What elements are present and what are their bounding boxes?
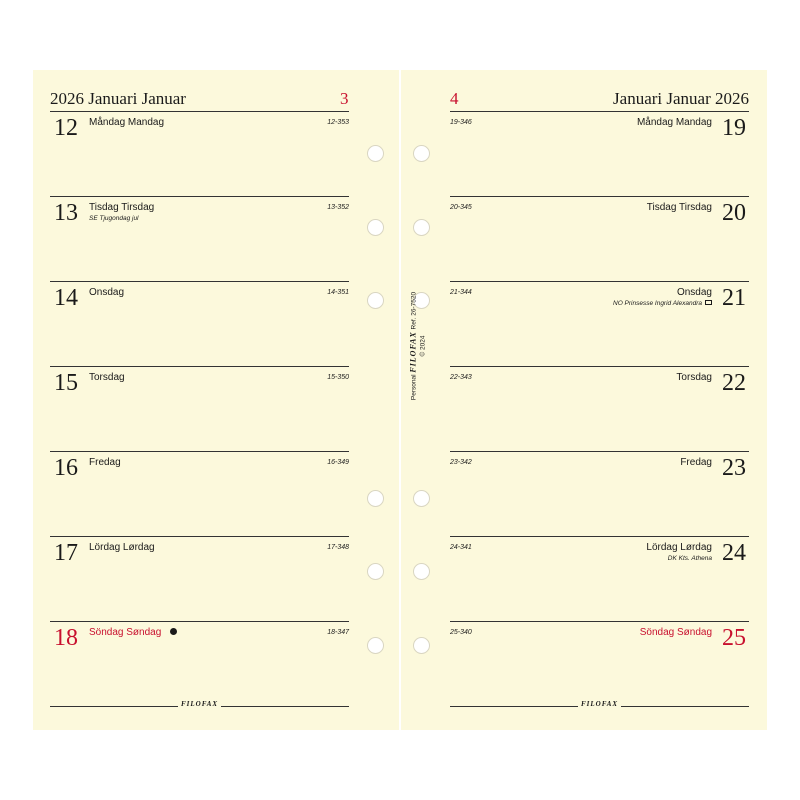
- spine-ref: Ref. 26-7520: [410, 291, 418, 330]
- spine-copyright: © 2024: [419, 335, 427, 357]
- day-count: 20-345: [450, 204, 472, 211]
- weekday-name: [89, 117, 164, 129]
- day-row[interactable]: [50, 452, 349, 537]
- weekday-name: [676, 372, 712, 384]
- weekday-name-text: Torsdag: [676, 372, 712, 383]
- weekday-name-text: Lördag Lørdag: [89, 542, 155, 553]
- day-number: 14: [54, 285, 78, 311]
- weekday-name-text: Onsdag: [89, 287, 125, 298]
- day-row[interactable]: [50, 537, 349, 622]
- day-number: 16: [54, 455, 78, 481]
- weekday-name: [680, 457, 712, 469]
- holiday-note: [668, 555, 712, 562]
- day-count: 17-348: [327, 544, 349, 551]
- day-number: 21: [722, 285, 746, 311]
- spine-imprint: [408, 291, 427, 401]
- right-filofax-logo: FILOFAX: [578, 700, 621, 708]
- day-number: 23: [722, 455, 746, 481]
- right-week-number: 4: [450, 89, 459, 108]
- weekday-name-text: Söndag Søndag: [89, 627, 162, 638]
- holiday-note: [613, 300, 712, 307]
- day-row[interactable]: [450, 197, 749, 282]
- day-number: 19: [722, 115, 746, 141]
- left-filofax-logo: FILOFAX: [178, 700, 221, 708]
- day-count: 24-341: [450, 544, 472, 551]
- day-count: 12-353: [327, 119, 349, 126]
- day-count: 25-340: [450, 629, 472, 636]
- holiday-note-text: SE Tjugondag jul: [89, 215, 139, 222]
- weekday-name-text: Söndag Søndag: [639, 627, 712, 638]
- left-page-header-title: 2026 Januari Januar: [50, 89, 186, 108]
- day-number: 18: [54, 625, 78, 651]
- day-row[interactable]: [450, 367, 749, 452]
- right-diary-page: [401, 70, 767, 730]
- day-number: 20: [722, 200, 746, 226]
- ring-hole-icon: [367, 219, 384, 236]
- day-row[interactable]: [450, 452, 749, 537]
- weekday-name: [89, 202, 154, 214]
- day-row[interactable]: [50, 197, 349, 282]
- day-row[interactable]: [50, 282, 349, 367]
- day-row[interactable]: [50, 622, 349, 707]
- right-page-header-title: Januari Januar 2026: [613, 89, 749, 108]
- day-number: 12: [54, 115, 78, 141]
- ring-hole-icon: [413, 563, 430, 580]
- day-number: 17: [54, 540, 78, 566]
- weekday-name: [89, 542, 155, 554]
- day-number: 13: [54, 200, 78, 226]
- flag-icon: [705, 300, 712, 305]
- day-count: 23-342: [450, 459, 472, 466]
- day-number: 15: [54, 370, 78, 396]
- ring-hole-icon: [413, 219, 430, 236]
- left-diary-page: [33, 70, 399, 730]
- new-moon-icon: [170, 628, 177, 635]
- day-row[interactable]: [450, 282, 749, 367]
- ring-hole-icon: [367, 145, 384, 162]
- ring-hole-icon: [367, 563, 384, 580]
- weekday-name: [89, 627, 177, 639]
- weekday-name-text: Fredag: [89, 457, 121, 468]
- weekday-name-text: Torsdag: [89, 372, 125, 383]
- day-row[interactable]: [450, 537, 749, 622]
- holiday-note: [89, 215, 139, 222]
- weekday-name: [89, 457, 121, 469]
- day-number: 25: [722, 625, 746, 651]
- weekday-name-text: Lördag Lørdag: [646, 542, 712, 553]
- day-row[interactable]: [50, 367, 349, 452]
- day-count: 18-347: [327, 629, 349, 636]
- weekday-name-text: Tisdag Tirsdag: [89, 202, 155, 213]
- weekday-name: [646, 542, 712, 554]
- ring-hole-icon: [413, 490, 430, 507]
- weekday-name: [89, 372, 125, 384]
- ring-hole-icon: [413, 145, 430, 162]
- weekday-name: [637, 117, 712, 129]
- left-week-number: 3: [340, 89, 349, 108]
- weekday-name: [640, 627, 712, 639]
- day-count: 13-352: [327, 204, 349, 211]
- spine-size-label: Personal: [410, 374, 418, 401]
- spine-filofax-logo: FILOFAX: [408, 331, 418, 373]
- day-count: 21-344: [450, 289, 472, 296]
- day-number: 22: [722, 370, 746, 396]
- day-count: 15-350: [327, 374, 349, 381]
- holiday-note-text: NO Prinsesse Ingrid Alexandra: [613, 300, 702, 307]
- day-count: 16-349: [327, 459, 349, 466]
- weekday-name-text: Måndag Mandag: [636, 117, 712, 128]
- ring-hole-icon: [367, 490, 384, 507]
- day-row[interactable]: [450, 622, 749, 707]
- day-row[interactable]: [50, 112, 349, 197]
- weekday-name: [89, 287, 124, 299]
- day-row[interactable]: [450, 112, 749, 197]
- day-count: 22-343: [450, 374, 472, 381]
- day-count: 19-346: [450, 119, 472, 126]
- day-count: 14-351: [327, 289, 349, 296]
- weekday-name-text: Tisdag Tirsdag: [646, 202, 712, 213]
- weekday-name-text: Onsdag: [676, 287, 712, 298]
- holiday-note-text: DK Kts. Athena: [667, 555, 712, 562]
- weekday-name-text: Fredag: [680, 457, 712, 468]
- weekday-name: [647, 202, 712, 214]
- weekday-name: [677, 287, 712, 299]
- day-number: 24: [722, 540, 746, 566]
- weekday-name-text: Måndag Mandag: [89, 117, 165, 128]
- ring-hole-icon: [367, 637, 384, 654]
- ring-hole-icon: [367, 292, 384, 309]
- ring-hole-icon: [413, 637, 430, 654]
